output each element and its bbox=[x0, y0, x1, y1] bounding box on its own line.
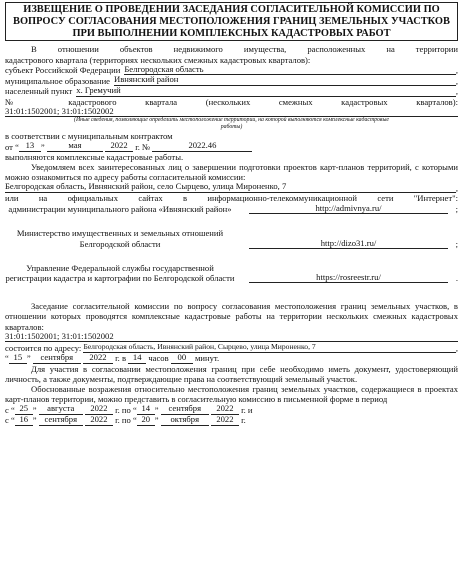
meeting-month: сентября bbox=[33, 353, 81, 364]
subject-value: Белгородская область bbox=[124, 65, 455, 76]
municipal-row: муниципальное образование Ивнянский район , bbox=[5, 74, 458, 86]
period-row-2: с “ 16 ” сентября 2022 г. по “ 20 ” октября 2022 г. bbox=[5, 413, 246, 426]
intro-text: В отношении объектов недвижимого имущества, расположенных на территории bbox=[31, 44, 458, 55]
site-row-1: администрации муниципального района «Ивнянский район» http://admivnya.ru/ ; bbox=[5, 203, 458, 214]
performed-text: выполняются комплексные кадастровые работы. bbox=[5, 151, 184, 162]
site-link[interactable]: http://admivnya.ru/ bbox=[249, 203, 448, 214]
websites-intro: или на официальных сайтах в информационно-телекоммуникационной сети "Интернет": bbox=[5, 192, 458, 203]
meeting-text: Заседание согласительной комиссии по вопросу согласования местоположения границ земельных участков, в отношении которых проводятся комплексные кадастровые работы на территории нескольких смежных кадастровых кварталов: bbox=[5, 301, 458, 332]
site-org: Управление Федеральной службы государственной регистрации кадастра и картографии по Белгородской области bbox=[5, 262, 235, 283]
contract-row: от “ 13 ” мая 2022 г. № 2022.46 bbox=[5, 141, 458, 152]
meeting-address-row: состоится по адресу: Белгородская область, Ивнянский район, Сырцево, улица Мироненко, 7 , bbox=[5, 342, 458, 353]
notice-page: ИЗВЕЩЕНИЕ О ПРОВЕДЕНИИ ЗАСЕДАНИЯ СОГЛАСИТЕЛЬНОЙ КОМИССИИ ПО ВОПРОСУ СОГЛАСОВАНИЯ МЕСТОПОЛОЖЕНИЯ ГРАНИЦ ЗЕМЕЛЬНЫХ УЧАСТКОВ ПРИ ВЫПОЛНЕНИИ КОМПЛЕКСНЫХ КАДАСТРОВЫХ РАБОТ В отношении объектов недвижимого имущества, расположенных на территории кадастрового квартала (территориях нескольких смежных кадастровых кварталов): субъект Российской Федерации Белгородская область , муниципальное образование Ивнянский район , населенный пункт х. Гремучий , № кадастрового квартала (нескольких смежных кадастровых кварталов): 31:01:1502001; 31:01:1502002 (Иные сведения, позволяющие определить местоположение территории, на которой выполняются комплексные кадастровые работы) в соответствии с муниципальным контрактом от “ 13 ” мая 2022 г. № 2022.46 выполняются комплексные кадастровые работы. Уведомляем всех заинтересованных лиц о завершении подготовки проектов карт-планов территорий, с которыми можно ознакомиться по адресу работы согласительной комиссии: Белгородская область, Ивнянский район, село Сырцево, улица Мироненко, 7 , или на официальных сайтах в информационно-телекоммуникационной сети "Интернет": администрации муниципального района «Ивнянский район» http://admivnya.ru/ ; Министерство имущественных и земельных отношений Белгородской области http://dizo31.ru/ ; Управление Федеральной службы государственной регистрации кадастра и картографии по Белгородской области https://rosreestr.ru/ . Заседание согласительной комиссии по вопросу согласования местоположения границ земельных участков, в отношении которых проводятся комплексные кадастровые работы на территории нескольких смежных кадастровых кварталов: 31:01:1502001; 31:01:1502002 состоится по адресу: Белгородская область, Ивнянский район, Сырцево, улица Мироненко, 7 , “ 15 ” сентября 2022 г. в 14 часов 00 минут. Для участия в согласовании местоположения границ при себе необходимо иметь документ, удостоверяющий личность, а также документы, подтверждающие права на соответствующий земельный участок. Обоснованные возражения относительно местоположения границ земельных участков, содержащиеся в проектах карт-планов территории, можно представить в согласительную комиссию в письменной форме в период с “ 25 ” августа 2022 г. по “ 14 ” сентября 2022 г. и с “ 16 ” сентября 2022 г. по “ 20 ” октября 2022 г. bbox=[5, 4, 458, 426]
period-row-1: с “ 25 ” августа 2022 г. по “ 14 ” сентября 2022 г. и bbox=[5, 403, 253, 415]
note-text: (Иные сведения, позволяющие определить местоположение территории, на которой выполняются комплексные кадастровые работы) bbox=[74, 117, 389, 131]
meeting-year: 2022 bbox=[83, 353, 113, 364]
site-link[interactable]: http://dizo31.ru/ bbox=[249, 238, 448, 249]
settlement-row: населенный пункт х. Гремучий , bbox=[5, 84, 458, 97]
contract-month: мая bbox=[47, 141, 103, 152]
intro-text-2: кадастрового квартала (территориях нескольких смежных кадастровых кварталов): bbox=[5, 54, 311, 65]
settlement-value: х. Гремучий bbox=[76, 86, 456, 97]
site-link[interactable]: https://rosreestr.ru/ bbox=[249, 272, 448, 283]
quarter-label: № кадастрового квартала (нескольких смежных кадастровых кварталов): bbox=[5, 96, 458, 107]
objections-text: Обоснованные возражения относительно местоположения границ земельных участков, содержащиеся в проектах карт-планов территории, можно представить в согласительную комиссию в письменной форме в период bbox=[5, 383, 458, 405]
site-list bbox=[5, 203, 458, 283]
notice-title: ИЗВЕЩЕНИЕ О ПРОВЕДЕНИИ ЗАСЕДАНИЯ СОГЛАСИТЕЛЬНОЙ КОМИССИИ ПО ВОПРОСУ СОГЛАСОВАНИЯ МЕСТОПОЛОЖЕНИЯ ГРАНИЦ ЗЕМЕЛЬНЫХ УЧАСТКОВ ПРИ ВЫПОЛНЕНИИ КОМПЛЕКСНЫХ КАДАСТРОВЫХ РАБОТ bbox=[5, 2, 458, 41]
meeting-address: Белгородская область, Ивнянский район, Сырцево, улица Мироненко, 7 bbox=[83, 342, 455, 353]
contract-number: 2022.46 bbox=[152, 141, 252, 152]
meeting-hour: 14 bbox=[128, 353, 146, 364]
municipal-value: Ивнянский район bbox=[114, 75, 456, 86]
commission-address: Белгородская область, Ивнянский район, село Сырцево, улица Мироненко, 7 bbox=[5, 182, 456, 193]
contract-day: 13 bbox=[19, 141, 41, 152]
settlement-label: населенный пункт bbox=[5, 86, 73, 97]
site-org: администрации муниципального района «Ивнянский район» bbox=[8, 204, 232, 215]
site-row-3: Управление Федеральной службы государственной регистрации кадастра и картографии по Белгородской области https://rosreestr.ru/ . bbox=[5, 262, 458, 283]
meeting-quarters: 31:01:1502001; 31:01:1502002 bbox=[5, 332, 458, 343]
quarter-value: 31:01:1502001; 31:01:1502002 bbox=[5, 107, 458, 118]
site-org: Министерство имущественных и земельных отношений Белгородской области bbox=[16, 228, 224, 249]
meeting-minute: 00 bbox=[171, 353, 193, 364]
contract-line: в соответствии с муниципальным контрактом bbox=[5, 130, 173, 141]
subject-label: субъект Российской Федерации bbox=[5, 65, 121, 76]
meeting-date-row: “ 15 ” сентября 2022 г. в 14 часов 00 минут. bbox=[5, 351, 220, 364]
notify-text: Уведомляем всех заинтересованных лиц о завершении подготовки проектов карт-планов территорий, с которыми можно ознакомиться по адресу работы согласительной комиссии: bbox=[5, 161, 458, 183]
participation-text: Для участия в согласовании местоположения границ при себе необходимо иметь документ, удостоверяющий личность, а также документы, подтверждающие права на соответствующий земельный участок. bbox=[5, 363, 458, 384]
subject-row: субъект Российской Федерации Белгородская область , bbox=[5, 63, 458, 76]
meeting-day: 15 bbox=[9, 353, 27, 364]
contract-year: 2022 bbox=[105, 141, 133, 152]
site-row-2: Министерство имущественных и земельных отношений Белгородской области http://dizo31.ru/ ; bbox=[5, 228, 458, 248]
municipal-label: муниципальное образование bbox=[5, 75, 110, 86]
